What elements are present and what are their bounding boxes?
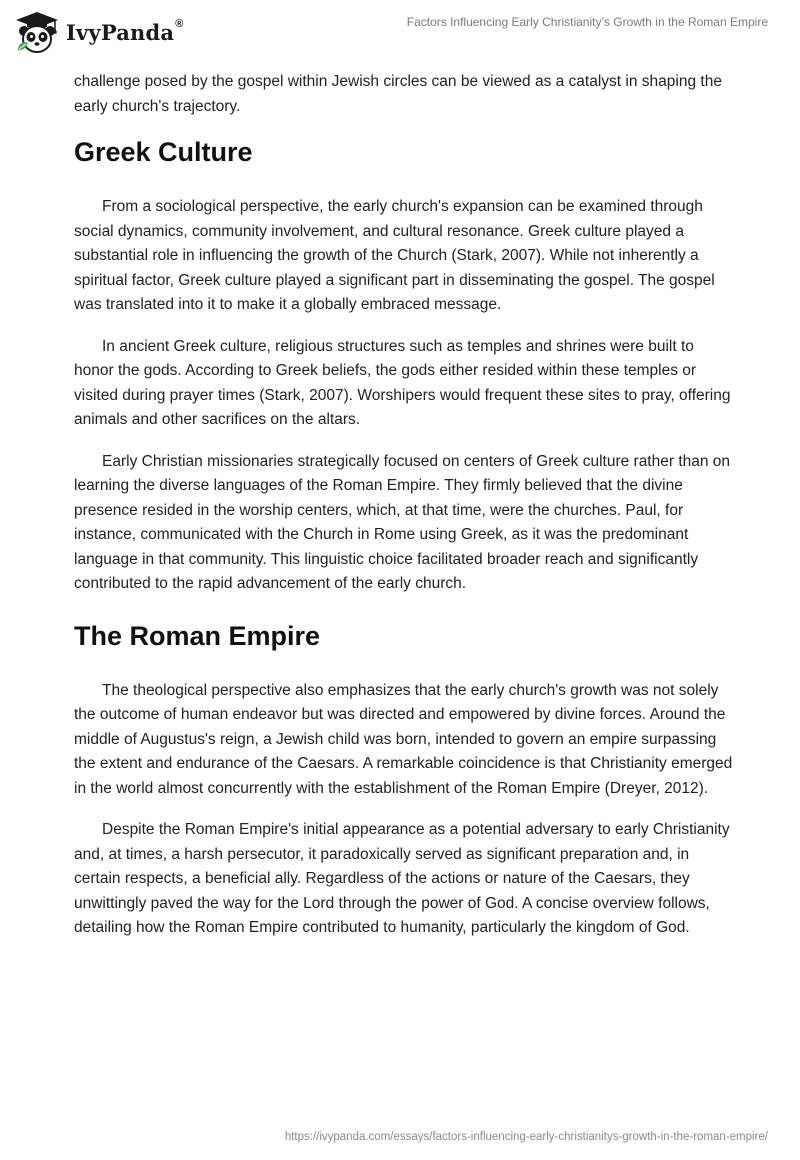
panda-graduate-logo-icon (14, 10, 60, 54)
page-header (0, 0, 800, 64)
paragraph: Early Christian missionaries strategically focused on centers of Greek culture rather than on learning the diverse languages of the Roman Empire. They firmly believed that the divine presence resided in the worship centers, which, at that time, were the churches. Paul, for instance, communicated with the Church in Rome using Greek, as it was the predominant language in that community. This linguistic choice facilitated broader reach and significantly contributed to the rapid advancement of the early church. (74, 452, 731, 592)
source-url-link[interactable]: https://ivypanda.com/essays/factors-influencing-early-christianitys-growth-in-the-roman-empire/ (284, 1131, 768, 1143)
lead-paragraph: challenge posed by the gospel within Jewish circles can be viewed as a catalyst in shaping the early church's trajectory. (74, 73, 722, 115)
section-heading-greek-culture: Greek Culture (74, 137, 253, 167)
logo-wordmark (66, 17, 184, 45)
ivypanda-logo[interactable] (14, 10, 184, 54)
essay-content (74, 70, 734, 958)
paragraph: Despite the Roman Empire's initial appearance as a potential adversary to early Christianity and, at times, a harsh persecutor, it paradoxically served as significant preparation and, in certain respects, a beneficial ally. Regardless of the actions or nature of the Caesars, they unwittingly paved the way for the Lord through the power of God. A concise overview follows, detailing how the Roman Empire contributed to humanity, particularly the kingdom of God. (74, 821, 730, 936)
running-title: Factors Influencing Early Christianity’s Growth in the Roman Empire (406, 15, 768, 29)
paragraph: From a sociological perspective, the early church's expansion can be examined through social dynamics, community involvement, and cultural resonance. Greek culture played a substantial role in influencing the growth of the Church (Stark, 2007). While not inherently a spiritual factor, Greek culture played a significant part in disseminating the gospel. The gospel was translated into it to make it a globally embraced message. (74, 198, 715, 313)
section-heading-roman-empire: The Roman Empire (74, 620, 321, 651)
logo-name: IvyPanda (66, 19, 175, 45)
paragraph: The theological perspective also emphasizes that the early church's growth was not solely the outcome of human endeavor but was directed and empowered by divine forces. Around the middle of Augustus's reign, a Jewish child was born, intended to govern an empire surpassing the extent and endurance of the Caesars. A remarkable coincidence is that Christianity emerged in the world almost concurrently with the establishment of the Roman Empire (Dreyer, 2012). (74, 681, 733, 797)
paragraph: In ancient Greek culture, religious structures such as temples and shrines were built to honor the gods. According to Greek beliefs, the gods either resided within these temples or visited during prayer times (Stark, 2007). Worshipers would frequent these sites to pray, offering animals and other sacrifices on the altars. (74, 337, 731, 428)
registered-mark: ® (175, 17, 184, 30)
